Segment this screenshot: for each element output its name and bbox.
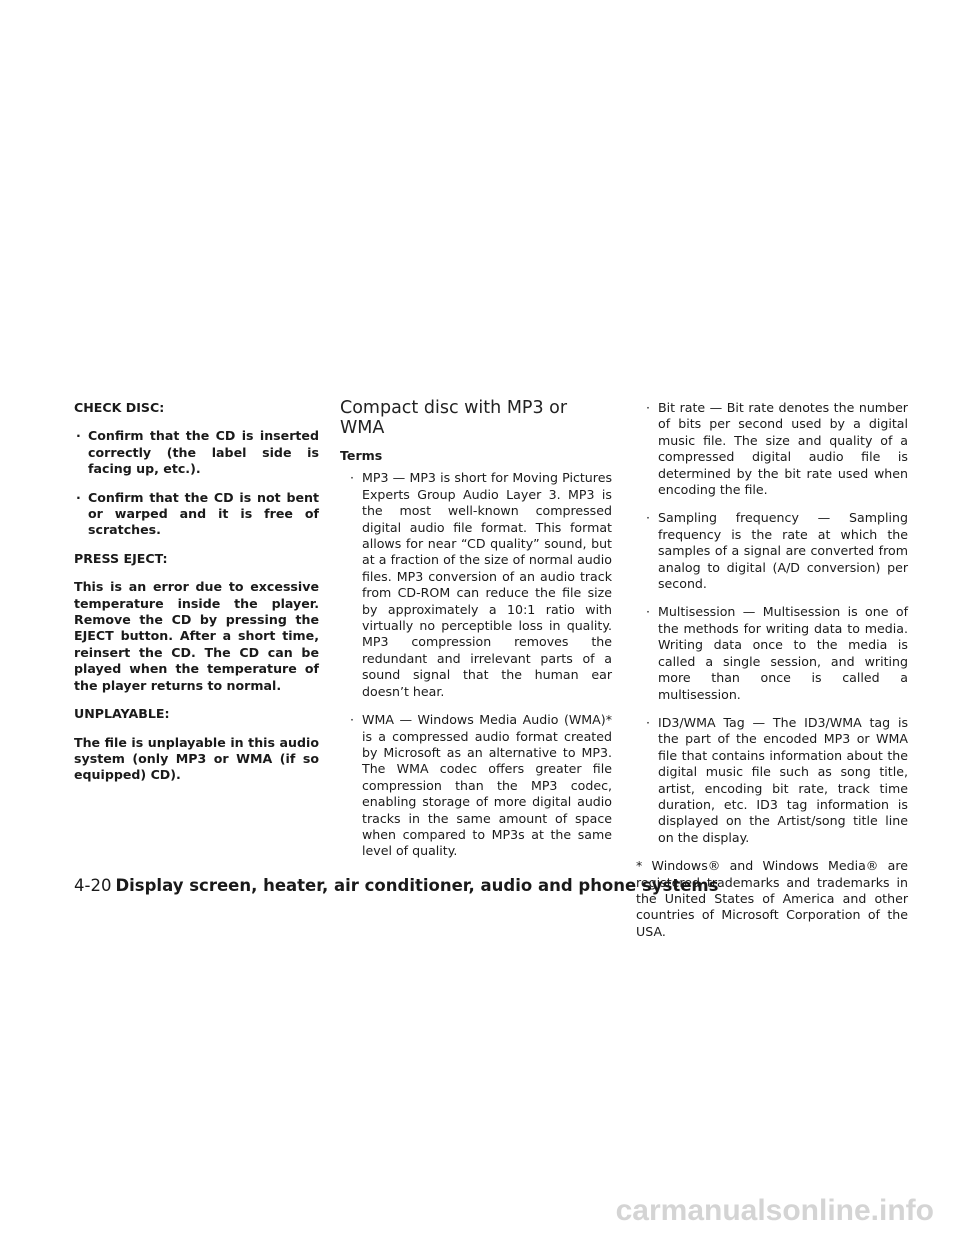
bullet-dot: · [646, 714, 651, 730]
chapter-title: Display screen, heater, air conditioner, audio and phone systems [115, 876, 719, 895]
unplayable-text: The file is unplayable in this audio system (only MP3 or WMA (if so equipped) CD). [74, 734, 319, 783]
unplayable-heading: UNPLAYABLE: [74, 706, 170, 722]
bullet-dot: · [350, 712, 355, 728]
terms-heading: Terms [340, 448, 383, 463]
list-item [340, 712, 612, 860]
sampling-term: Sampling frequency — Sampling frequency is the rate at which the samples of a signal are converted from analog to digital (A/D conversion) per second. [658, 510, 908, 592]
column-right [636, 400, 908, 952]
list-item [636, 715, 908, 846]
list-item [74, 428, 319, 477]
list-item [340, 470, 612, 700]
column-middle [340, 400, 612, 872]
bullet-dot: · [646, 604, 651, 620]
wma-term: WMA — Windows Media Audio (WMA)* is a compressed audio format created by Microsoft as an alternative to MP3. The WMA codec offers greater file compression than the MP3 codec, enabling storage of more digital audio tracks in the same amount of space when compared to MP3s at the same level of quality. [362, 712, 612, 859]
list-item [636, 604, 908, 702]
bullet-dot: · [76, 489, 81, 505]
watermark: carmanualsonline.info [615, 1194, 934, 1227]
multisession-term: Multisession — Multisession is one of the methods for writing data to media. Writing data once to the media is called a single session, and writing more than once is called a multisession. [658, 604, 908, 702]
list-item [636, 400, 908, 498]
bit-rate-term: Bit rate — Bit rate denotes the number of bits per second used by a digital music file. The size and quality of a compressed digital audio file is determined by the bit rate used when encoding the file. [658, 400, 908, 498]
bullet-dot: · [646, 510, 651, 526]
column-left [74, 400, 319, 796]
page-footer [74, 876, 718, 895]
press-eject-text: This is an error due to excessive temperature inside the player. Remove the CD by pressing the EJECT button. After a short time, reinsert the CD. The CD can be played when the temperature of the player returns to normal. [74, 579, 319, 693]
press-eject-heading: PRESS EJECT: [74, 550, 168, 566]
page-number: 4-20 [74, 876, 112, 895]
list-item [74, 490, 319, 539]
id3-term: ID3/WMA Tag — The ID3/WMA tag is the part of the encoded MP3 or WMA file that contains information about the digital music file such as song title, artist, encoding bit rate, track time duration, etc. ID3 tag information is displayed on the Artist/song title line on the display. [658, 714, 908, 845]
bullet-dot: · [646, 400, 651, 415]
trademark-note: * Windows® and Windows Media® are registered trademarks and trademarks in the United States of America and other countries of Microsoft Corporation of the USA. [636, 858, 908, 939]
check-disc-bullet-1: Confirm that the CD is inserted correctly (the label side is facing up, etc.). [88, 428, 319, 477]
section-title: Compact disc with MP3 or WMA [340, 398, 568, 438]
bullet-dot: · [350, 470, 355, 486]
check-disc-heading: CHECK DISC: [74, 400, 165, 415]
list-item [636, 510, 908, 592]
bullet-dot: · [76, 428, 81, 444]
mp3-term: MP3 — MP3 is short for Moving Pictures Experts Group Audio Layer 3. MP3 is the most well-known compressed digital audio file format. This format allows for near “CD quality” sound, but at a fraction of the size of normal audio files. MP3 conversion of an audio track from CD-ROM can reduce the file size by approximately a 10:1 ratio with virtually no perceptible loss in quality. MP3 compression removes the redundant and irrelevant parts of a sound signal that the human ear doesn’t hear. [362, 470, 612, 699]
check-disc-bullet-2: Confirm that the CD is not bent or warped and it is free of scratches. [88, 489, 319, 538]
